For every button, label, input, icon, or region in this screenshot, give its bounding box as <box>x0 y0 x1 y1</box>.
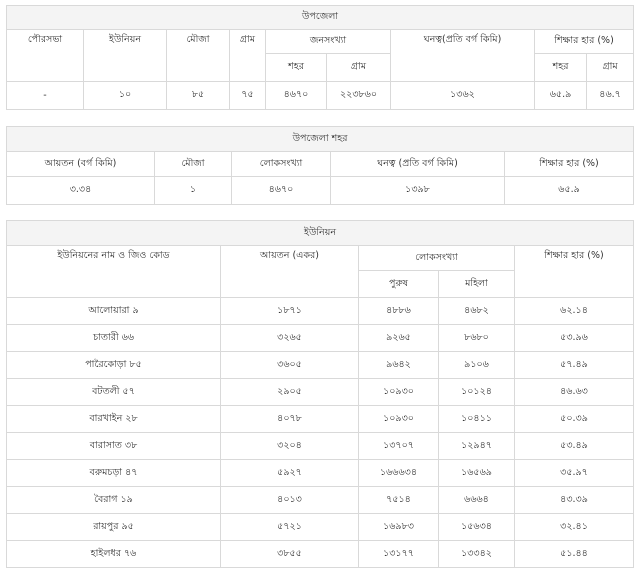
cell-area: ৩৮৫৫ <box>221 541 359 568</box>
cell-male: ১০৯৩০ <box>359 379 439 406</box>
cell-female: ৬৬৬৪ <box>439 487 515 514</box>
cell-literacy: ৬৫.৯ <box>505 177 634 205</box>
cell-mouza: ১ <box>155 177 232 205</box>
cell-lit-urban: ৬৫.৯ <box>535 82 587 110</box>
cell-literacy: ৪৬.৬৩ <box>515 379 634 406</box>
header-union: ইউনিয়ন <box>84 30 167 82</box>
table-row <box>7 177 634 205</box>
cell-male: ১০৯৩০ <box>359 406 439 433</box>
union-title: ইউনিয়ন <box>7 221 634 246</box>
cell-population: ৪৬৭০ <box>232 177 331 205</box>
cell-name: বারখাইন ২৮ <box>7 406 221 433</box>
cell-male: ৪৮৮৬ <box>359 298 439 325</box>
header-pourashava: পৌরসভা <box>7 30 84 82</box>
cell-female: ৮৬৮০ <box>439 325 515 352</box>
header-population: জনসংখ্যা <box>266 30 391 54</box>
cell-male: ১৬৯৮৩ <box>359 514 439 541</box>
cell-literacy: ৬২.১৪ <box>515 298 634 325</box>
header-literacy: শিক্ষার হার (%) <box>515 246 634 298</box>
cell-lit-rural: ৪৬.৭ <box>587 82 634 110</box>
cell-female: ৯১০৬ <box>439 352 515 379</box>
cell-female: ৪৬৮২ <box>439 298 515 325</box>
cell-density: ১৩৯৮ <box>331 177 505 205</box>
cell-male: ৯২৬৫ <box>359 325 439 352</box>
cell-area: ৪০৭৮ <box>221 406 359 433</box>
cell-area: ৪০১৩ <box>221 487 359 514</box>
upazila-town-table <box>6 126 634 205</box>
cell-literacy: ৩২.৪১ <box>515 514 634 541</box>
cell-name: আলোয়ারা ৯ <box>7 298 221 325</box>
cell-union: ১০ <box>84 82 167 110</box>
cell-literacy: ৪৩.৩৯ <box>515 487 634 514</box>
header-area: আয়তন (বর্গ কিমি) <box>7 152 155 177</box>
union-rows <box>7 298 634 568</box>
cell-area: ৫৯২৭ <box>221 460 359 487</box>
cell-name: বরুমচড়া ৪৭ <box>7 460 221 487</box>
cell-literacy: ৫১.৪৪ <box>515 541 634 568</box>
cell-pourashava: - <box>7 82 84 110</box>
cell-male: ১৩১৭৭ <box>359 541 439 568</box>
header-lit-urban: শহর <box>535 54 587 82</box>
upazila-table <box>6 5 634 110</box>
cell-area: ৩৬০৫ <box>221 352 359 379</box>
table-row <box>7 298 634 325</box>
union-table <box>6 220 634 568</box>
cell-name: হাইলধর ৭৬ <box>7 541 221 568</box>
table-row <box>7 433 634 460</box>
cell-male: ১৬৬৬৩৪ <box>359 460 439 487</box>
cell-literacy: ৫৭.৪৯ <box>515 352 634 379</box>
cell-female: ১৬৫৬৯ <box>439 460 515 487</box>
cell-name: বৈরাগ ১৯ <box>7 487 221 514</box>
upazila-title: উপজেলা <box>7 6 634 30</box>
header-male: পুরুষ <box>359 271 439 298</box>
header-pop-rural: গ্রাম <box>327 54 391 82</box>
table-row <box>7 541 634 568</box>
cell-pop-rural: ২২৩৮৬০ <box>327 82 391 110</box>
cell-male: ৭৫১৪ <box>359 487 439 514</box>
header-mouza: মৌজা <box>155 152 232 177</box>
header-population: লোকসংখ্যা <box>359 246 515 271</box>
cell-name: বটতলী ৫৭ <box>7 379 221 406</box>
header-area: আয়তন (একর) <box>221 246 359 298</box>
header-population: লোকসংখ্যা <box>232 152 331 177</box>
header-mouza: মৌজা <box>167 30 230 82</box>
cell-female: ১২৯৪৭ <box>439 433 515 460</box>
cell-male: ১৩৭০৭ <box>359 433 439 460</box>
cell-literacy: ৫৩.৪৯ <box>515 433 634 460</box>
cell-literacy: ৫৩.৯৬ <box>515 325 634 352</box>
header-gram: গ্রাম <box>230 30 266 82</box>
table-row <box>7 325 634 352</box>
cell-female: ১৩৩৪২ <box>439 541 515 568</box>
cell-gram: ৭৫ <box>230 82 266 110</box>
cell-mouza: ৮৫ <box>167 82 230 110</box>
cell-area: ২৯০৫ <box>221 379 359 406</box>
header-name: ইউনিয়নের নাম ও জিও কোড <box>7 246 221 298</box>
cell-literacy: ৩৫.৯৭ <box>515 460 634 487</box>
header-literacy: শিক্ষার হার (%) <box>535 30 634 54</box>
upazila-town-title: উপজেলা শহর <box>7 127 634 152</box>
header-density: ঘনত্ব(প্রতি বর্গ কিমি) <box>391 30 535 82</box>
cell-female: ১৫৬৩৪ <box>439 514 515 541</box>
cell-name: চাতারী ৬৬ <box>7 325 221 352</box>
table-row <box>7 487 634 514</box>
cell-female: ১০১২৪ <box>439 379 515 406</box>
table-row <box>7 82 634 110</box>
header-female: মহিলা <box>439 271 515 298</box>
cell-density: ১৩৬২ <box>391 82 535 110</box>
cell-name: রায়পুর ৯৫ <box>7 514 221 541</box>
header-pop-urban: শহর <box>266 54 327 82</box>
header-density: ঘনত্ব (প্রতি বর্গ কিমি) <box>331 152 505 177</box>
cell-male: ৯৬৪২ <box>359 352 439 379</box>
cell-area: ৩২৬৫ <box>221 325 359 352</box>
header-lit-rural: গ্রাম <box>587 54 634 82</box>
cell-name: পারৈকোড়া ৮৫ <box>7 352 221 379</box>
cell-female: ১০৪১১ <box>439 406 515 433</box>
table-row <box>7 460 634 487</box>
cell-area: ৩২০৪ <box>221 433 359 460</box>
cell-area: ৫৭২১ <box>221 514 359 541</box>
table-row <box>7 379 634 406</box>
cell-literacy: ৫০.৩৯ <box>515 406 634 433</box>
cell-area: ৩.৩৪ <box>7 177 155 205</box>
table-row <box>7 514 634 541</box>
table-row <box>7 352 634 379</box>
header-literacy: শিক্ষার হার (%) <box>505 152 634 177</box>
cell-name: বারাসাত ৩৮ <box>7 433 221 460</box>
table-row <box>7 406 634 433</box>
cell-area: ১৮৭১ <box>221 298 359 325</box>
cell-pop-urban: ৪৬৭০ <box>266 82 327 110</box>
